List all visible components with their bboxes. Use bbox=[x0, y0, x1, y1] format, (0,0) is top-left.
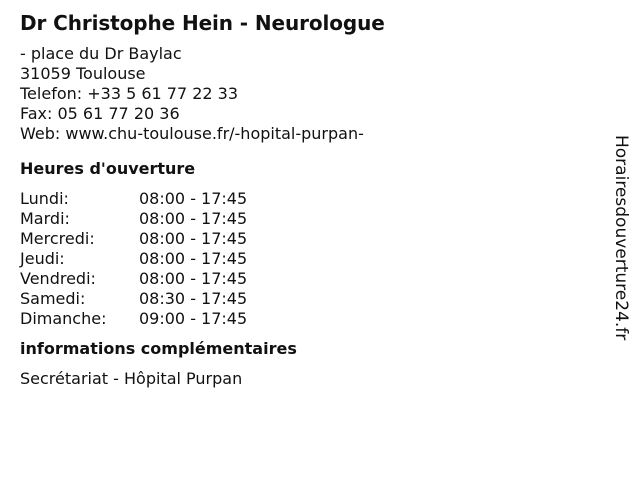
day-label: Jeudi: bbox=[20, 249, 65, 268]
hours-row-thursday bbox=[20, 249, 590, 269]
site-watermark: Horairesdouverture24.fr bbox=[611, 135, 631, 341]
time-range: 08:30 - 17:45 bbox=[139, 289, 248, 308]
address-street: - place du Dr Baylac bbox=[20, 44, 182, 63]
hours-row-tuesday bbox=[20, 209, 590, 229]
day-label: Lundi: bbox=[20, 189, 69, 208]
hours-row-monday bbox=[20, 189, 590, 209]
time-range: 08:00 - 17:45 bbox=[139, 229, 248, 248]
fax-number: Fax: 05 61 77 20 36 bbox=[20, 104, 180, 123]
day-label: Samedi: bbox=[20, 289, 86, 308]
time-range: 08:00 - 17:45 bbox=[139, 209, 248, 228]
hours-row-saturday bbox=[20, 289, 590, 309]
hours-row-friday bbox=[20, 269, 590, 289]
address-block bbox=[20, 44, 590, 144]
time-range: 08:00 - 17:45 bbox=[139, 189, 248, 208]
website-link[interactable]: Web: www.chu-toulouse.fr/-hopital-purpan- bbox=[20, 124, 364, 143]
info-text: Secrétariat - Hôpital Purpan bbox=[20, 369, 243, 388]
time-range: 08:00 - 17:45 bbox=[139, 269, 248, 288]
time-range: 08:00 - 17:45 bbox=[139, 249, 248, 268]
hours-row-sunday bbox=[20, 309, 590, 329]
time-range: 09:00 - 17:45 bbox=[139, 309, 248, 328]
phone-number: Telefon: +33 5 61 77 22 33 bbox=[20, 84, 239, 103]
hours-row-wednesday bbox=[20, 229, 590, 249]
listing-card bbox=[20, 10, 590, 389]
hours-table bbox=[20, 189, 590, 329]
day-label: Mercredi: bbox=[20, 229, 95, 248]
day-label: Vendredi: bbox=[20, 269, 96, 288]
day-label: Mardi: bbox=[20, 209, 70, 228]
address-city: 31059 Toulouse bbox=[20, 64, 146, 83]
info-heading: informations complémentaires bbox=[20, 339, 297, 358]
hours-heading: Heures d'ouverture bbox=[20, 159, 196, 178]
page-title: Dr Christophe Hein - Neurologue bbox=[20, 11, 385, 35]
day-label: Dimanche: bbox=[20, 309, 107, 328]
